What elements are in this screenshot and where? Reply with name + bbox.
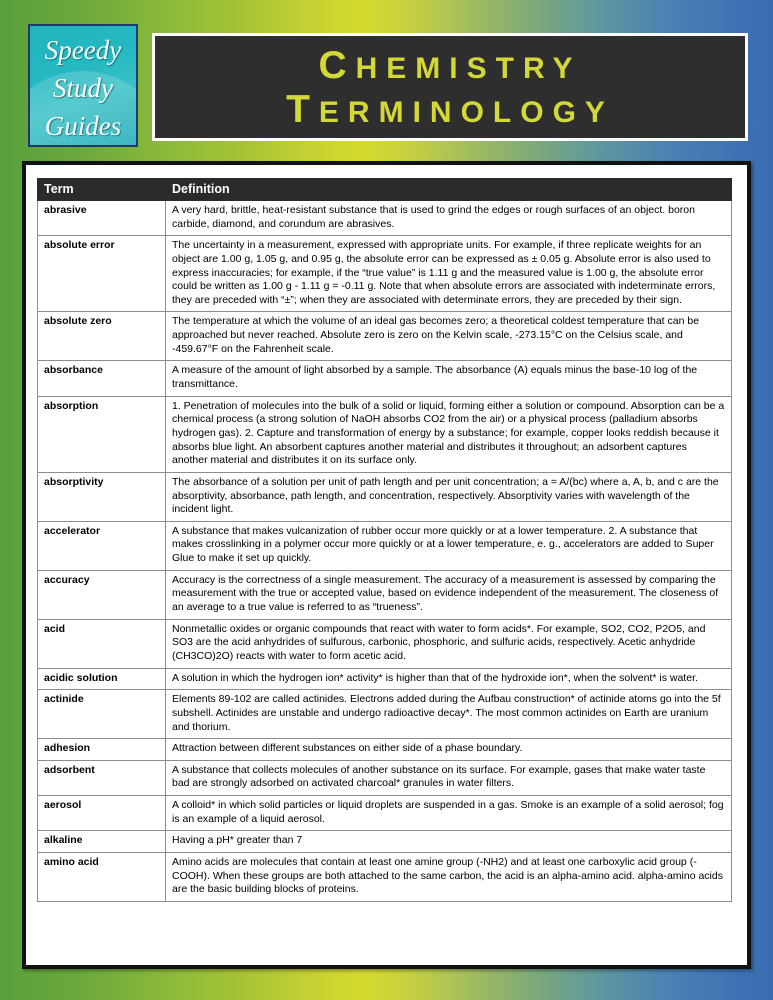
- logo-text: [30, 26, 136, 145]
- cell-term: absolute error: [38, 236, 166, 312]
- logo-line-2: Study: [53, 73, 113, 103]
- cell-term: acid: [38, 619, 166, 668]
- page-header: [0, 0, 773, 155]
- cell-term: accuracy: [38, 570, 166, 619]
- content-panel: [22, 161, 751, 969]
- cell-definition: Having a pH* greater than 7: [166, 831, 732, 853]
- cell-definition: 1. Penetration of molecules into the bulk of a solid or liquid, forming either a solution or compound. Absorption can be a chemical process (a strong solution of NaOH absorbs CO2 from the air) or a physical process (palladium absorbs hydrogen gas). 2. Capture and transformation of energy by a substance; for example, copper looks reddish because it absorbs blue light. An absorbent captures another material and distributes it throughout; an adsorbent captures another material and distributes it on its surface only.: [166, 396, 732, 472]
- cell-term: absorptivity: [38, 472, 166, 521]
- table-row: [38, 690, 732, 739]
- cell-term: accelerator: [38, 521, 166, 570]
- cell-term: alkaline: [38, 831, 166, 853]
- table-row: [38, 521, 732, 570]
- terms-table-head: [38, 179, 732, 201]
- table-row: [38, 852, 732, 901]
- cell-definition: A solution in which the hydrogen ion* activity* is higher than that of the hydroxide ion*, when the solvent* is water.: [166, 668, 732, 690]
- column-header-term: Term: [38, 179, 166, 201]
- cell-term: amino acid: [38, 852, 166, 901]
- logo-line-1: Speedy: [44, 35, 122, 65]
- title-line-terminology-text: TERMINOLOGY: [286, 87, 614, 131]
- cell-definition: A substance that makes vulcanization of rubber occur more quickly or at a lower temperature. 2. A substance that makes crosslinking in a polymer occur more quickly or at a lower temperature, e. g., accelerators are added to Super Glue to make it set up quickly.: [166, 521, 732, 570]
- table-row: [38, 831, 732, 853]
- table-row: [38, 361, 732, 396]
- cell-term: aerosol: [38, 796, 166, 831]
- table-row: [38, 760, 732, 795]
- table-row: [38, 396, 732, 472]
- cell-term: adsorbent: [38, 760, 166, 795]
- cell-definition: Nonmetallic oxides or organic compounds that react with water to form acids*. For example, SO2, CO2, P2O5, and SO3 are the acid anhydrides of sulfurous, carbonic, phosphoric, and sulfuric acids, respectively. Acetic anhydride (CH3CO)2O) reacts with water to form acetic acid.: [166, 619, 732, 668]
- table-row: [38, 312, 732, 361]
- cell-definition: A substance that collects molecules of another substance on its surface. For example, gases that make water taste bad are strongly adsorbed on activated charcoal* granules in water filters.: [166, 760, 732, 795]
- cell-definition: The absorbance of a solution per unit of path length and per unit concentration; a = A/(bc) where a, A, b, and c are the absorptivity, absorbance, path length, and concentration, respectively. Absorptivity varies with wavelength of the incident light.: [166, 472, 732, 521]
- cell-term: adhesion: [38, 739, 166, 761]
- cell-definition: Attraction between different substances on either side of a phase boundary.: [166, 739, 732, 761]
- table-row: [38, 472, 732, 521]
- table-row: [38, 796, 732, 831]
- table-row: [38, 570, 732, 619]
- terms-table-body: [38, 201, 732, 902]
- cell-term: actinide: [38, 690, 166, 739]
- title-line-chemistry: [318, 43, 582, 87]
- cell-definition: Amino acids are molecules that contain at least one amine group (-NH2) and at least one carboxylic acid group (-COOH). When these groups are both attached to the same carbon, the acid is an alpha-amino acid. alpha-amino acids are the basic building blocks of proteins.: [166, 852, 732, 901]
- cell-definition: Accuracy is the correctness of a single measurement. The accuracy of a measurement is assessed by comparing the measurement with the true or accepted value, based on evidence independent of the measurement. The closeness of an average to a true value is referred to as “trueness”.: [166, 570, 732, 619]
- cell-definition: The uncertainty in a measurement, expressed with appropriate units. For example, if three replicate weights for an object are 1.00 g, 1.05 g, and 0.95 g, the absolute error can be expressed as ± 0.05 g. Absolute error is also used to express inaccuracies; for example, if the “true value” is 1.11 g and the measured value is 1.00 g, the absolute error could be written as 1.00 g - 1.11 g = -0.11 g. Note that when absolute errors are associated with indeterminate errors, they are preceded with “±”; when they are associated with determinate errors, they are preceded by their sign.: [166, 236, 732, 312]
- cell-term: absolute zero: [38, 312, 166, 361]
- terms-table: [37, 178, 732, 902]
- title-line-chemistry-text: CHEMISTRY: [318, 43, 582, 87]
- cell-term: absorbance: [38, 361, 166, 396]
- cell-term: acidic solution: [38, 668, 166, 690]
- table-row: [38, 236, 732, 312]
- table-header-row: [38, 179, 732, 201]
- cell-term: absorption: [38, 396, 166, 472]
- cell-definition: A colloid* in which solid particles or liquid droplets are suspended in a gas. Smoke is an example of a solid aerosol; fog is an example of a liquid aerosol.: [166, 796, 732, 831]
- column-header-definition: Definition: [166, 179, 732, 201]
- table-row: [38, 619, 732, 668]
- table-row: [38, 739, 732, 761]
- cell-term: abrasive: [38, 201, 166, 236]
- terms-table-wrapper: [37, 178, 731, 902]
- title-line-terminology: [286, 87, 614, 131]
- logo-line-3: Guides: [44, 111, 122, 141]
- cell-definition: A measure of the amount of light absorbed by a sample. The absorbance (A) equals minus the base-10 log of the transmittance.: [166, 361, 732, 396]
- table-row: [38, 668, 732, 690]
- cell-definition: The temperature at which the volume of an ideal gas becomes zero; a theoretical coldest temperature that can be approached but never reached. Absolute zero is zero on the Kelvin scale, -273.15°C on the Celsius scale, and -459.67°F on the Fahrenheit scale.: [166, 312, 732, 361]
- title-banner: [152, 33, 748, 141]
- cell-definition: A very hard, brittle, heat-resistant substance that is used to grind the edges or rough surfaces of an object. boron carbide, diamond, and corundum are abrasives.: [166, 201, 732, 236]
- speedy-study-guides-logo: [28, 24, 138, 147]
- cell-definition: Elements 89-102 are called actinides. Electrons added during the Aufbau construction* of actinide atoms go into the 5f subshell. Actinides are unstable and undergo radioactive decay*. The most common actinides on Earth are uranium and thorium.: [166, 690, 732, 739]
- table-row: [38, 201, 732, 236]
